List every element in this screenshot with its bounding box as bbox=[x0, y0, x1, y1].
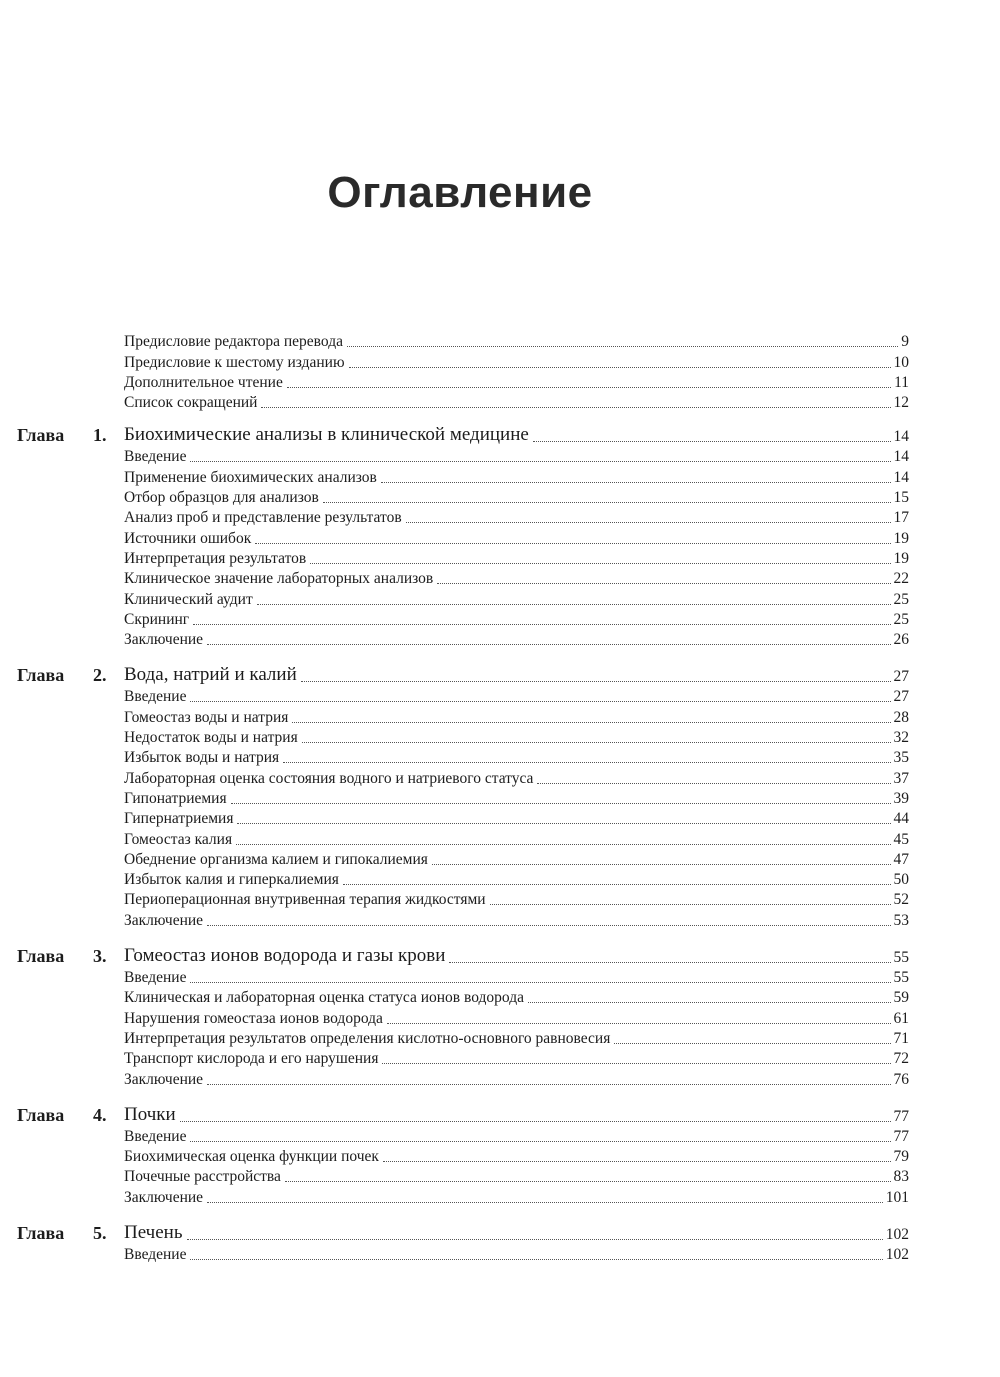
page-number: 77 bbox=[893, 1127, 909, 1145]
toc-entry[interactable] bbox=[0, 1186, 1000, 1206]
dot-leader bbox=[292, 721, 890, 723]
page-number: 32 bbox=[893, 729, 909, 747]
toc-entry[interactable] bbox=[0, 507, 1000, 527]
dot-leader bbox=[283, 761, 890, 763]
page-number: 44 bbox=[893, 810, 909, 828]
page-number: 14 bbox=[893, 428, 909, 446]
dot-leader bbox=[207, 1083, 890, 1085]
entry-title: Введение bbox=[124, 1127, 187, 1145]
dot-leader bbox=[437, 582, 890, 584]
entry-title: Недостаток воды и натрия bbox=[124, 729, 298, 747]
dot-leader bbox=[310, 562, 890, 564]
chapter-label: Глава bbox=[17, 945, 65, 966]
entry-title: Заключение bbox=[124, 631, 204, 649]
toc-entry[interactable] bbox=[0, 788, 1000, 808]
entry-title: Дополнительное чтение bbox=[124, 373, 283, 391]
spacer bbox=[0, 412, 1000, 422]
page-number: 35 bbox=[893, 749, 909, 767]
dot-leader bbox=[236, 843, 890, 845]
chapter-heading[interactable] bbox=[0, 943, 1000, 967]
entry-title: Источники ошибок bbox=[124, 529, 252, 547]
page-number: 39 bbox=[893, 789, 909, 807]
entry-title: Лабораторная оценка состояния водного и натриевого статуса bbox=[124, 769, 534, 787]
chapter-heading[interactable] bbox=[0, 1220, 1000, 1244]
toc-entry[interactable] bbox=[0, 869, 1000, 889]
page-number: 72 bbox=[893, 1050, 909, 1068]
spacer bbox=[0, 1207, 1000, 1220]
chapter-heading[interactable] bbox=[0, 1102, 1000, 1126]
page-number: 27 bbox=[893, 668, 909, 686]
entry-title: Клиническое значение лабораторных анализов bbox=[124, 570, 434, 588]
chapter-heading[interactable] bbox=[0, 662, 1000, 686]
dot-leader bbox=[383, 1160, 891, 1162]
dot-leader bbox=[190, 981, 890, 983]
toc-entry[interactable] bbox=[0, 1244, 1000, 1264]
entry-title: Биохимическая оценка функции почек bbox=[124, 1148, 379, 1166]
toc-entry[interactable] bbox=[0, 609, 1000, 629]
dot-leader bbox=[533, 440, 891, 442]
toc-entry[interactable] bbox=[0, 987, 1000, 1007]
dot-leader bbox=[347, 345, 898, 347]
page-number: 55 bbox=[893, 969, 909, 987]
entry-title: Анализ проб и представление результатов bbox=[124, 509, 402, 527]
chapter-title: Биохимические анализы в клинической медицине bbox=[124, 424, 529, 446]
entry-title: Клинический аудит bbox=[124, 590, 253, 608]
chapter-number: 4. bbox=[93, 1104, 107, 1125]
page-number: 10 bbox=[893, 353, 909, 371]
page-number: 12 bbox=[893, 394, 909, 412]
toc-entry[interactable] bbox=[0, 568, 1000, 588]
toc-entry[interactable] bbox=[0, 548, 1000, 568]
dot-leader bbox=[190, 1258, 882, 1260]
toc-entry[interactable] bbox=[0, 1166, 1000, 1186]
entry-title: Периоперационная внутривенная терапия жидкостями bbox=[124, 891, 486, 909]
entry-title: Введение bbox=[124, 448, 187, 466]
chapter-number: 2. bbox=[93, 665, 107, 686]
chapter-heading[interactable] bbox=[0, 422, 1000, 446]
spacer bbox=[0, 930, 1000, 943]
page-number: 61 bbox=[893, 1009, 909, 1027]
toc-entry[interactable] bbox=[0, 849, 1000, 869]
entry-title: Интерпретация результатов определения кислотно-основного равновесия bbox=[124, 1029, 611, 1047]
entry-title: Введение bbox=[124, 688, 187, 706]
entry-title: Отбор образцов для анализов bbox=[124, 489, 319, 507]
dot-leader bbox=[490, 903, 891, 905]
dot-leader bbox=[537, 782, 890, 784]
dot-leader bbox=[285, 1180, 891, 1182]
toc-entry[interactable] bbox=[0, 727, 1000, 747]
toc-entry[interactable] bbox=[0, 487, 1000, 507]
entry-title: Предисловие к шестому изданию bbox=[124, 353, 345, 371]
entry-title: Обеднение организма калием и гипокалиемия bbox=[124, 850, 428, 868]
chapter-number: 3. bbox=[93, 945, 107, 966]
dot-leader bbox=[301, 680, 891, 682]
toc-entry[interactable] bbox=[0, 706, 1000, 726]
page-number: 37 bbox=[893, 769, 909, 787]
toc-entry[interactable] bbox=[0, 1068, 1000, 1088]
page-number: 19 bbox=[893, 529, 909, 547]
page-number: 102 bbox=[885, 1245, 909, 1263]
toc-entry[interactable] bbox=[0, 446, 1000, 466]
page-number: 26 bbox=[893, 631, 909, 649]
dot-leader bbox=[343, 883, 891, 885]
dot-leader bbox=[207, 924, 890, 926]
page-number: 59 bbox=[893, 989, 909, 1007]
table-of-contents bbox=[0, 331, 1000, 1264]
entry-title: Список сокращений bbox=[124, 394, 258, 412]
page-number: 77 bbox=[893, 1107, 909, 1125]
dot-leader bbox=[207, 643, 890, 645]
dot-leader bbox=[207, 1201, 883, 1203]
entry-title: Клиническая и лабораторная оценка статуса ионов водорода bbox=[124, 989, 524, 1007]
chapter-number: 1. bbox=[93, 425, 107, 446]
dot-leader bbox=[382, 1062, 890, 1064]
entry-title: Введение bbox=[124, 1245, 187, 1263]
toc-entry[interactable] bbox=[0, 686, 1000, 706]
spacer bbox=[0, 1089, 1000, 1102]
dot-leader bbox=[190, 1140, 890, 1142]
page-number: 14 bbox=[893, 448, 909, 466]
page-number: 25 bbox=[893, 610, 909, 628]
toc-entry[interactable] bbox=[0, 1007, 1000, 1027]
entry-title: Интерпретация результатов bbox=[124, 549, 307, 567]
entry-title: Гомеостаз калия bbox=[124, 830, 233, 848]
chapter-label: Глава bbox=[17, 425, 65, 446]
dot-leader bbox=[387, 1022, 891, 1024]
toc-entry[interactable] bbox=[0, 808, 1000, 828]
page-number: 9 bbox=[901, 333, 909, 351]
page-number: 45 bbox=[893, 830, 909, 848]
spacer bbox=[0, 649, 1000, 662]
toc-entry[interactable] bbox=[0, 372, 1000, 392]
dot-leader bbox=[287, 386, 891, 388]
entry-title: Гипонатриемия bbox=[124, 789, 227, 807]
dot-leader bbox=[528, 1001, 891, 1003]
page-number: 52 bbox=[893, 891, 909, 909]
page-number: 25 bbox=[893, 590, 909, 608]
page-number: 15 bbox=[893, 489, 909, 507]
chapter-number: 5. bbox=[93, 1222, 107, 1243]
toc-entry[interactable] bbox=[0, 629, 1000, 649]
page-number: 17 bbox=[893, 509, 909, 527]
chapter-title: Почки bbox=[124, 1103, 176, 1125]
dot-leader bbox=[231, 802, 891, 804]
toc-entry[interactable] bbox=[0, 1146, 1000, 1166]
entry-title: Скрининг bbox=[124, 610, 190, 628]
toc-entry[interactable] bbox=[0, 1028, 1000, 1048]
dot-leader bbox=[261, 406, 890, 408]
toc-entry[interactable] bbox=[0, 466, 1000, 486]
entry-title: Введение bbox=[124, 969, 187, 987]
entry-title: Почечные расстройства bbox=[124, 1168, 281, 1186]
dot-leader bbox=[190, 460, 890, 462]
entry-title: Применение биохимических анализов bbox=[124, 468, 377, 486]
dot-leader bbox=[432, 863, 891, 865]
page-number: 19 bbox=[893, 549, 909, 567]
dot-leader bbox=[180, 1120, 891, 1122]
entry-title: Заключение bbox=[124, 1188, 204, 1206]
toc-entry[interactable] bbox=[0, 351, 1000, 371]
page-number: 83 bbox=[893, 1168, 909, 1186]
page-number: 55 bbox=[893, 948, 909, 966]
toc-entry[interactable] bbox=[0, 747, 1000, 767]
page-number: 47 bbox=[893, 850, 909, 868]
entry-title: Гипернатриемия bbox=[124, 810, 234, 828]
page-number: 53 bbox=[893, 911, 909, 929]
dot-leader bbox=[381, 481, 891, 483]
chapter-label: Глава bbox=[17, 1104, 65, 1125]
toc-entry[interactable] bbox=[0, 588, 1000, 608]
toc-entry[interactable] bbox=[0, 767, 1000, 787]
toc-entry[interactable] bbox=[0, 967, 1000, 987]
dot-leader bbox=[614, 1042, 890, 1044]
chapter-list bbox=[0, 412, 1000, 1264]
page-title: Оглавление bbox=[327, 168, 593, 217]
page-number: 50 bbox=[893, 871, 909, 889]
toc-entry[interactable] bbox=[0, 1126, 1000, 1146]
dot-leader bbox=[257, 603, 891, 605]
dot-leader bbox=[406, 521, 891, 523]
entry-title: Заключение bbox=[124, 1070, 204, 1088]
entry-title: Нарушения гомеостаза ионов водорода bbox=[124, 1009, 383, 1027]
dot-leader bbox=[187, 1238, 883, 1240]
page-number: 27 bbox=[893, 688, 909, 706]
dot-leader bbox=[323, 501, 891, 503]
entry-title: Транспорт кислорода и его нарушения bbox=[124, 1050, 379, 1068]
dot-leader bbox=[237, 822, 890, 824]
dot-leader bbox=[255, 542, 890, 544]
entry-title: Избыток воды и натрия bbox=[124, 749, 280, 767]
entry-title: Предисловие редактора перевода bbox=[124, 333, 343, 351]
toc-entry[interactable] bbox=[0, 828, 1000, 848]
dot-leader bbox=[349, 366, 891, 368]
toc-entry[interactable] bbox=[0, 909, 1000, 929]
chapter-title: Печень bbox=[124, 1221, 183, 1243]
page-number: 102 bbox=[885, 1225, 909, 1243]
page-number: 76 bbox=[893, 1070, 909, 1088]
entry-title: Избыток калия и гиперкалиемия bbox=[124, 871, 339, 889]
toc-entry[interactable] bbox=[0, 1048, 1000, 1068]
page-number: 11 bbox=[894, 373, 909, 391]
toc-entry[interactable] bbox=[0, 889, 1000, 909]
page-number: 28 bbox=[893, 708, 909, 726]
dot-leader bbox=[302, 741, 891, 743]
page-number: 71 bbox=[893, 1029, 909, 1047]
page-number: 79 bbox=[893, 1148, 909, 1166]
page-number: 14 bbox=[893, 468, 909, 486]
chapter-title: Вода, натрий и калий bbox=[124, 664, 297, 686]
page-number: 22 bbox=[893, 570, 909, 588]
toc-entry[interactable] bbox=[0, 392, 1000, 412]
chapter-label: Глава bbox=[17, 665, 65, 686]
entry-title: Гомеостаз воды и натрия bbox=[124, 708, 289, 726]
chapter-label: Глава bbox=[17, 1222, 65, 1243]
toc-entry[interactable] bbox=[0, 527, 1000, 547]
dot-leader bbox=[449, 961, 890, 963]
front-matter-list bbox=[0, 331, 1000, 412]
toc-entry[interactable] bbox=[0, 331, 1000, 351]
dot-leader bbox=[190, 700, 890, 702]
chapter-title: Гомеостаз ионов водорода и газы крови bbox=[124, 944, 446, 966]
dot-leader bbox=[193, 623, 890, 625]
page-number: 101 bbox=[885, 1188, 909, 1206]
entry-title: Заключение bbox=[124, 911, 204, 929]
